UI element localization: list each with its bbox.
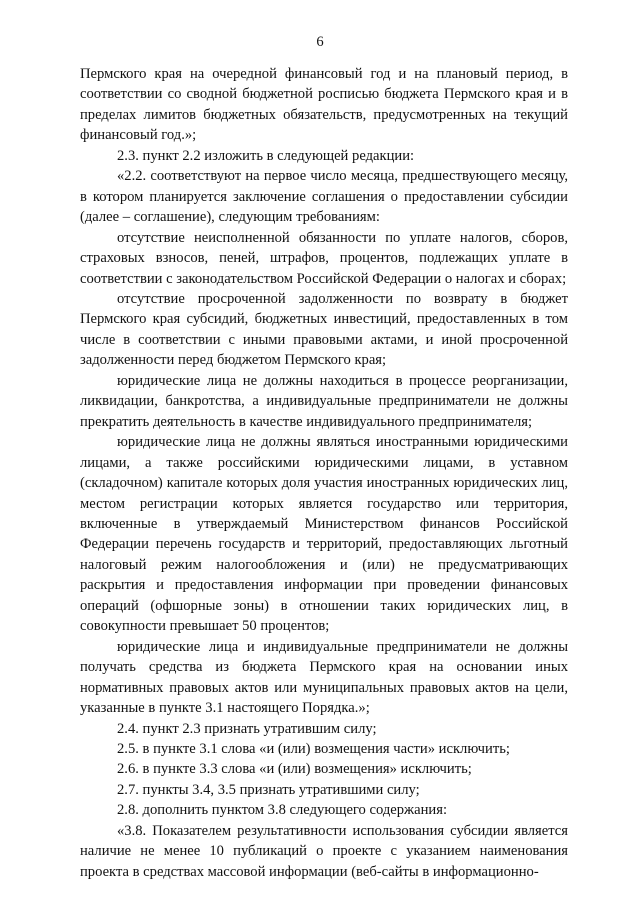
document-body [80, 64, 568, 882]
paragraph: 2.6. в пункте 3.3 слова «и (или) возмещения» исключить; [117, 761, 472, 778]
paragraph: 2.8. дополнить пунктом 3.8 следующего содержания: [117, 802, 448, 819]
paragraph: юридические лица не должны находиться в процессе реорганизации, ликвидации, банкротства, а индивидуальные предприниматели не должны прекратить деятельность в качестве индивидуального предпринимателя; [80, 372, 568, 430]
paragraph: отсутствие просроченной задолженности по возврату в бюджет Пермского края субсидий, бюджетных инвестиций, предоставленных в том числе в соответствии с иными правовыми актами, и иной просроченной задолженности перед бюджетом Пермского края; [80, 290, 568, 369]
paragraph: 2.7. пункты 3.4, 3.5 признать утратившими силу; [117, 781, 420, 798]
paragraph: 2.3. пункт 2.2 изложить в следующей редакции: [117, 147, 415, 164]
paragraph: юридические лица не должны являться иностранными юридическими лицами, а также российскими юридическими лицами, в уставном (складочном) капитале которых доля участия иностранных юридических лиц, местом регистрации которых является государство или территория, включенные в утверждаемый Министерством финансов Российской Федерации перечень государств и территорий, предоставляющих льготный налоговый режим налогообложения и (или) не предусматривающих раскрытия и предоставления информации при проведении финансовых операций (офшорные зоны) в отношении таких юридических лиц, в совокупности превышает 50 процентов; [80, 434, 568, 635]
page-number: 6 [316, 34, 324, 50]
paragraph: 2.5. в пункте 3.1 слова «и (или) возмещения части» исключить; [117, 740, 510, 757]
paragraph: «3.8. Показателем результативности использования субсидии является наличие не менее 10 публикаций о проекте с указанием наименования проекта в средствах массовой информации (веб-сайты в информационно- [80, 822, 568, 880]
paragraph: 2.4. пункт 2.3 признать утратившим силу; [117, 720, 377, 737]
paragraph: отсутствие неисполненной обязанности по уплате налогов, сборов, страховых взносов, пеней, штрафов, процентов, подлежащих уплате в соответствии с законодательством Российской Федерации о налогах и сборах; [80, 229, 568, 287]
paragraph: Пермского края на очередной финансовый год и на плановый период, в соответствии со сводной бюджетной росписью бюджета Пермского края и в пределах лимитов бюджетных обязательств, предусмотренных на текущий финансовый год.»; [80, 66, 568, 144]
paragraph: юридические лица и индивидуальные предприниматели не должны получать средства из бюджета Пермского края на основании иных нормативных правовых актов или муниципальных правовых актов на цели, указанные в пункте 3.1 настоящего Порядка.»; [80, 638, 568, 717]
paragraph: «2.2. соответствуют на первое число месяца, предшествующего месяцу, в котором планируется заключение соглашения о предоставлении субсидии (далее – соглашение), следующим требованиям: [80, 168, 568, 226]
